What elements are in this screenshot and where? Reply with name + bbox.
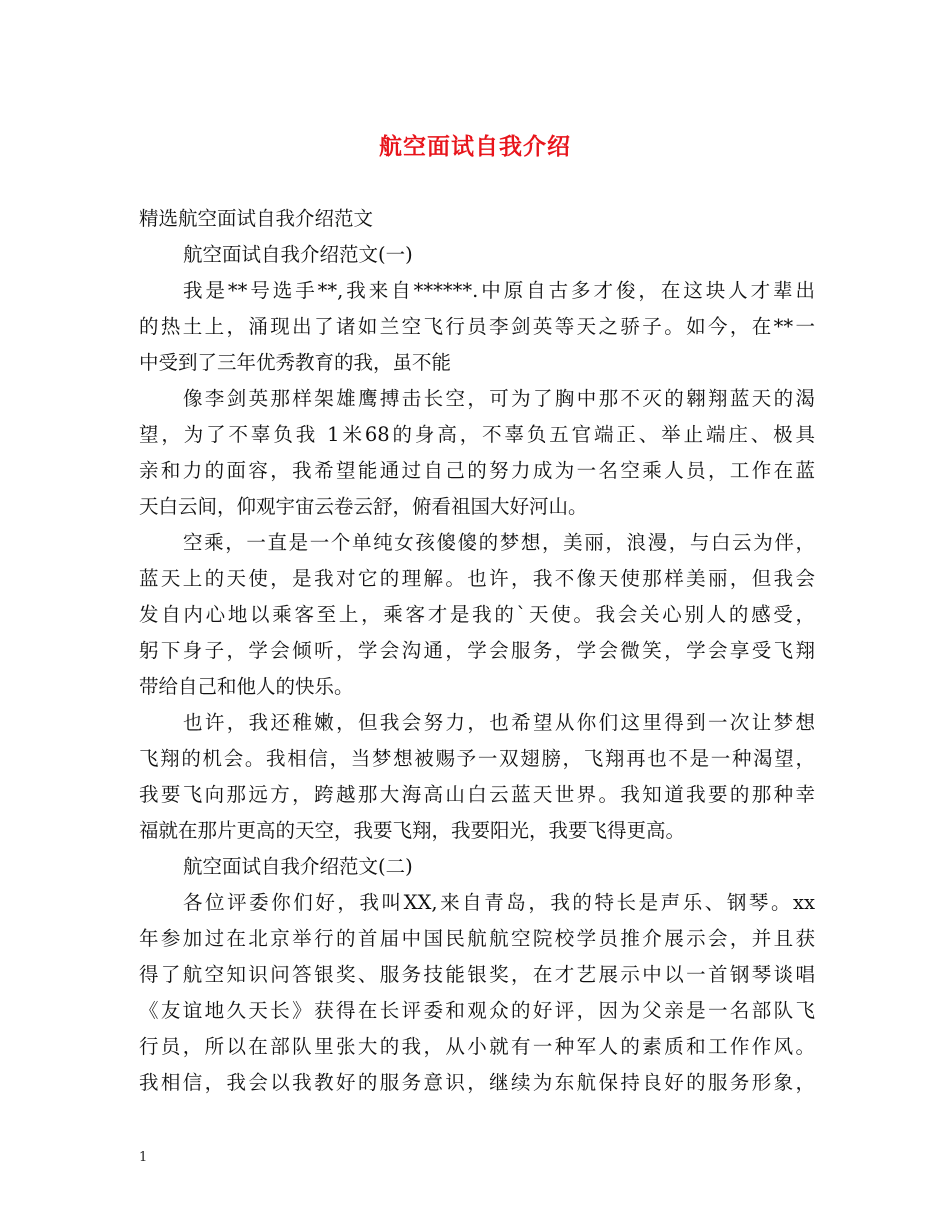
page-number: 1 (139, 1150, 148, 1165)
text-line: 我相信，我会以我教好的服务意识，继续为东航保持良好的服务形象， (139, 1071, 815, 1094)
text-line: 蓝天上的天使，是我对它的理解。也许，我不像天使那样美丽，但我会 (139, 567, 815, 590)
text-line: 像李剑英那样架雄鹰搏击长空，可为了胸中那不灭的翱翔蓝天的渴 (183, 387, 815, 410)
text-line: 发自内心地以乘客至上，乘客才是我的`天使。我会关心别人的感受， (139, 603, 815, 626)
text-line: 行员，所以在部队里张大的我，从小就有一种军人的素质和工作作风。 (139, 1035, 815, 1058)
document-title: 航空面试自我介绍 (379, 133, 571, 160)
text-line: 各位评委你们好，我叫XX,来自青岛，我的特长是声乐、钢琴。xx (183, 891, 815, 914)
essay-heading-1: 航空面试自我介绍范文(一) (183, 243, 413, 266)
text-line: 空乘，一直是一个单纯女孩傻傻的梦想，美丽，浪漫，与白云为伴， (183, 531, 815, 554)
section-heading: 精选航空面试自我介绍范文 (139, 207, 374, 230)
text-line: 躬下身子，学会倾听，学会沟通，学会服务，学会微笑，学会享受飞翔 (139, 639, 815, 662)
text-line: 望，为了不辜负我 1米68的身高，不辜负五官端正、举止端庄、极具 (139, 423, 815, 446)
text-line: 年参加过在北京举行的首届中国民航航空院校学员推介展示会，并且获 (139, 927, 815, 950)
text-line: 《友谊地久天长》获得在长评委和观众的好评，因为父亲是一名部队飞 (139, 999, 815, 1022)
text-line: 飞翔的机会。我相信，当梦想被赐予一双翅膀，飞翔再也不是一种渴望， (139, 747, 815, 770)
text-line: 的热土上，涌现出了诸如兰空飞行员李剑英等天之骄子。如今，在**一 (139, 315, 815, 338)
text-line: 带给自己和他人的快乐。 (139, 675, 354, 698)
text-line: 我是**号选手**,我来自******.中原自古多才俊，在这块人才辈出 (183, 279, 815, 302)
text-line: 亲和力的面容，我希望能通过自己的努力成为一名空乘人员，工作在蓝 (139, 459, 815, 482)
text-line: 天白云间，仰观宇宙云卷云舒，俯看祖国大好河山。 (139, 495, 588, 518)
text-line: 福就在那片更高的天空，我要飞翔，我要阳光，我要飞得更高。 (139, 819, 686, 842)
text-line: 中受到了三年优秀教育的我，虽不能 (139, 351, 452, 374)
document-body (139, 201, 815, 1101)
essay-heading-2: 航空面试自我介绍范文(二) (183, 855, 413, 878)
text-line: 得了航空知识问答银奖、服务技能银奖，在才艺展示中以一首钢琴谈唱 (139, 963, 815, 986)
text-line: 也许，我还稚嫩，但我会努力，也希望从你们这里得到一次让梦想 (183, 711, 815, 734)
text-line: 我要飞向那远方，跨越那大海高山白云蓝天世界。我知道我要的那种幸 (139, 783, 815, 806)
